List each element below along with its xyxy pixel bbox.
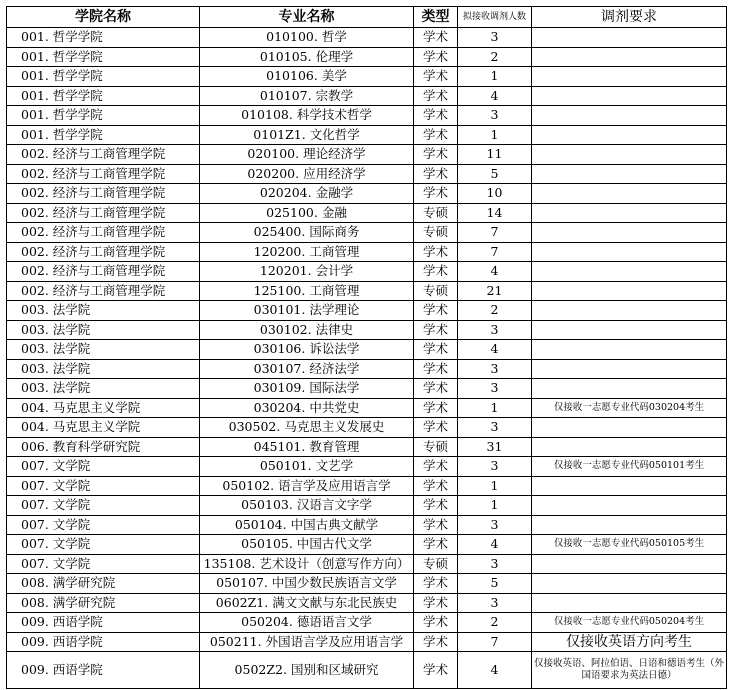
cell-school: 007. 文学院 <box>7 496 200 516</box>
cell-count: 3 <box>458 418 532 438</box>
cell-major: 050211. 外国语言学及应用语言学 <box>200 632 414 652</box>
cell-major: 020204. 金融学 <box>200 184 414 204</box>
cell-count: 5 <box>458 574 532 594</box>
table-row <box>7 359 727 379</box>
cell-school: 008. 满学研究院 <box>7 574 200 594</box>
cell-type: 学术 <box>414 379 458 399</box>
cell-count: 4 <box>458 262 532 282</box>
cell-major: 050104. 中国古典文献学 <box>200 515 414 535</box>
cell-requirement <box>532 301 727 321</box>
cell-major: 050204. 德语语言文学 <box>200 613 414 633</box>
table-row <box>7 281 727 301</box>
cell-type: 学术 <box>414 398 458 418</box>
cell-requirement <box>532 262 727 282</box>
cell-school: 001. 哲学学院 <box>7 47 200 67</box>
cell-school: 001. 哲学学院 <box>7 86 200 106</box>
cell-major: 0602Z1. 满文文献与东北民族史 <box>200 593 414 613</box>
cell-major: 135108. 艺术设计（创意写作方向） <box>200 554 414 574</box>
cell-type: 学术 <box>414 574 458 594</box>
cell-count: 3 <box>458 457 532 477</box>
table-row <box>7 86 727 106</box>
cell-major: 010108. 科学技术哲学 <box>200 106 414 126</box>
cell-requirement <box>532 281 727 301</box>
cell-major: 0502Z2. 国别和区域研究 <box>200 652 414 689</box>
cell-school: 004. 马克思主义学院 <box>7 418 200 438</box>
cell-requirement <box>532 437 727 457</box>
table-row <box>7 574 727 594</box>
cell-school: 008. 满学研究院 <box>7 593 200 613</box>
cell-type: 学术 <box>414 164 458 184</box>
cell-requirement: 仅接收一志愿专业代码050105考生 <box>532 535 727 555</box>
table-row <box>7 340 727 360</box>
cell-count: 3 <box>458 515 532 535</box>
cell-major: 030109. 国际法学 <box>200 379 414 399</box>
cell-type: 学术 <box>414 106 458 126</box>
cell-major: 030107. 经济法学 <box>200 359 414 379</box>
table-row <box>7 476 727 496</box>
cell-type: 学术 <box>414 242 458 262</box>
adjustment-table <box>6 6 727 689</box>
table-row <box>7 125 727 145</box>
table-row <box>7 320 727 340</box>
table-row <box>7 379 727 399</box>
table-row <box>7 457 727 477</box>
cell-type: 学术 <box>414 515 458 535</box>
cell-type: 学术 <box>414 67 458 87</box>
cell-requirement: 仅接收一志愿专业代码050101考生 <box>532 457 727 477</box>
cell-major: 0101Z1. 文化哲学 <box>200 125 414 145</box>
cell-requirement: 仅接收一志愿专业代码050204考生 <box>532 613 727 633</box>
header-count: 拟接收调剂人数 <box>458 7 532 28</box>
cell-school: 002. 经济与工商管理学院 <box>7 203 200 223</box>
cell-school: 003. 法学院 <box>7 320 200 340</box>
cell-requirement <box>532 574 727 594</box>
cell-type: 学术 <box>414 125 458 145</box>
cell-count: 7 <box>458 632 532 652</box>
cell-requirement <box>532 359 727 379</box>
cell-count: 5 <box>458 164 532 184</box>
cell-major: 030101. 法学理论 <box>200 301 414 321</box>
table-row <box>7 184 727 204</box>
cell-count: 3 <box>458 554 532 574</box>
table-row <box>7 242 727 262</box>
cell-type: 学术 <box>414 262 458 282</box>
cell-major: 120200. 工商管理 <box>200 242 414 262</box>
cell-school: 003. 法学院 <box>7 301 200 321</box>
cell-school: 009. 西语学院 <box>7 632 200 652</box>
cell-count: 1 <box>458 67 532 87</box>
cell-requirement <box>532 593 727 613</box>
table-row <box>7 164 727 184</box>
cell-school: 007. 文学院 <box>7 457 200 477</box>
cell-requirement <box>532 106 727 126</box>
table-row <box>7 496 727 516</box>
cell-type: 专硕 <box>414 203 458 223</box>
cell-school: 003. 法学院 <box>7 340 200 360</box>
cell-count: 2 <box>458 613 532 633</box>
table-row <box>7 106 727 126</box>
cell-major: 030502. 马克思主义发展史 <box>200 418 414 438</box>
cell-requirement <box>532 67 727 87</box>
cell-type: 学术 <box>414 301 458 321</box>
cell-count: 1 <box>458 476 532 496</box>
cell-type: 专硕 <box>414 223 458 243</box>
cell-count: 3 <box>458 593 532 613</box>
cell-requirement <box>532 496 727 516</box>
table-row <box>7 301 727 321</box>
cell-school: 001. 哲学学院 <box>7 67 200 87</box>
cell-school: 006. 教育科学研究院 <box>7 437 200 457</box>
cell-school: 001. 哲学学院 <box>7 28 200 48</box>
cell-type: 学术 <box>414 593 458 613</box>
header-type: 类型 <box>414 7 458 28</box>
cell-school: 001. 哲学学院 <box>7 125 200 145</box>
cell-school: 009. 西语学院 <box>7 652 200 689</box>
cell-count: 7 <box>458 223 532 243</box>
cell-major: 120201. 会计学 <box>200 262 414 282</box>
cell-type: 学术 <box>414 340 458 360</box>
cell-major: 050107. 中国少数民族语言文学 <box>200 574 414 594</box>
cell-requirement <box>532 28 727 48</box>
table-row <box>7 398 727 418</box>
cell-requirement <box>532 554 727 574</box>
cell-requirement <box>532 203 727 223</box>
cell-type: 学术 <box>414 320 458 340</box>
cell-type: 学术 <box>414 476 458 496</box>
cell-requirement <box>532 184 727 204</box>
cell-count: 3 <box>458 28 532 48</box>
table-body <box>7 28 727 689</box>
cell-major: 025100. 金融 <box>200 203 414 223</box>
cell-school: 003. 法学院 <box>7 379 200 399</box>
cell-major: 050101. 文艺学 <box>200 457 414 477</box>
cell-count: 4 <box>458 535 532 555</box>
cell-count: 3 <box>458 320 532 340</box>
cell-requirement <box>532 515 727 535</box>
cell-school: 002. 经济与工商管理学院 <box>7 281 200 301</box>
table-row <box>7 28 727 48</box>
cell-school: 002. 经济与工商管理学院 <box>7 184 200 204</box>
cell-type: 学术 <box>414 145 458 165</box>
table-row <box>7 262 727 282</box>
cell-requirement <box>532 340 727 360</box>
table-row <box>7 418 727 438</box>
cell-count: 4 <box>458 86 532 106</box>
table-row <box>7 652 727 689</box>
cell-type: 专硕 <box>414 437 458 457</box>
cell-school: 007. 文学院 <box>7 535 200 555</box>
cell-major: 050103. 汉语言文字学 <box>200 496 414 516</box>
table-row <box>7 437 727 457</box>
cell-type: 学术 <box>414 535 458 555</box>
cell-count: 11 <box>458 145 532 165</box>
cell-count: 3 <box>458 379 532 399</box>
cell-count: 1 <box>458 125 532 145</box>
cell-requirement <box>532 379 727 399</box>
cell-major: 030106. 诉讼法学 <box>200 340 414 360</box>
cell-type: 学术 <box>414 28 458 48</box>
cell-school: 002. 经济与工商管理学院 <box>7 145 200 165</box>
cell-school: 003. 法学院 <box>7 359 200 379</box>
header-row <box>7 7 727 28</box>
table-row <box>7 535 727 555</box>
cell-type: 学术 <box>414 418 458 438</box>
table-row <box>7 554 727 574</box>
cell-count: 31 <box>458 437 532 457</box>
cell-count: 21 <box>458 281 532 301</box>
cell-requirement <box>532 164 727 184</box>
cell-school: 009. 西语学院 <box>7 613 200 633</box>
cell-count: 4 <box>458 652 532 689</box>
cell-major: 050102. 语言学及应用语言学 <box>200 476 414 496</box>
cell-major: 030102. 法律史 <box>200 320 414 340</box>
table-row <box>7 613 727 633</box>
cell-school: 002. 经济与工商管理学院 <box>7 164 200 184</box>
header-school: 学院名称 <box>7 7 200 28</box>
cell-type: 学术 <box>414 496 458 516</box>
cell-count: 4 <box>458 340 532 360</box>
cell-major: 030204. 中共党史 <box>200 398 414 418</box>
cell-count: 3 <box>458 106 532 126</box>
cell-type: 学术 <box>414 613 458 633</box>
cell-requirement <box>532 145 727 165</box>
cell-school: 002. 经济与工商管理学院 <box>7 242 200 262</box>
cell-count: 7 <box>458 242 532 262</box>
cell-type: 学术 <box>414 359 458 379</box>
table-row <box>7 515 727 535</box>
cell-type: 学术 <box>414 86 458 106</box>
cell-school: 007. 文学院 <box>7 476 200 496</box>
cell-type: 学术 <box>414 457 458 477</box>
cell-requirement: 仅接收一志愿专业代码030204考生 <box>532 398 727 418</box>
header-major: 专业名称 <box>200 7 414 28</box>
cell-type: 学术 <box>414 47 458 67</box>
cell-requirement <box>532 242 727 262</box>
header-requirement: 调剂要求 <box>532 7 727 28</box>
cell-count: 1 <box>458 398 532 418</box>
table-row <box>7 145 727 165</box>
cell-school: 002. 经济与工商管理学院 <box>7 262 200 282</box>
cell-major: 025400. 国际商务 <box>200 223 414 243</box>
cell-requirement <box>532 86 727 106</box>
cell-major: 010107. 宗教学 <box>200 86 414 106</box>
cell-major: 045101. 教育管理 <box>200 437 414 457</box>
cell-requirement <box>532 476 727 496</box>
cell-count: 2 <box>458 47 532 67</box>
cell-count: 3 <box>458 359 532 379</box>
cell-major: 125100. 工商管理 <box>200 281 414 301</box>
cell-major: 020200. 应用经济学 <box>200 164 414 184</box>
table-row <box>7 203 727 223</box>
cell-count: 2 <box>458 301 532 321</box>
cell-type: 专硕 <box>414 554 458 574</box>
cell-requirement: 仅接收英语、阿拉伯语、日语和德语考生（外国语要求为英法日德） <box>532 652 727 689</box>
cell-requirement <box>532 223 727 243</box>
cell-requirement <box>532 47 727 67</box>
cell-school: 001. 哲学学院 <box>7 106 200 126</box>
cell-major: 020100. 理论经济学 <box>200 145 414 165</box>
cell-major: 010100. 哲学 <box>200 28 414 48</box>
cell-school: 007. 文学院 <box>7 515 200 535</box>
cell-requirement <box>532 418 727 438</box>
table-row <box>7 593 727 613</box>
cell-count: 1 <box>458 496 532 516</box>
cell-school: 002. 经济与工商管理学院 <box>7 223 200 243</box>
cell-major: 050105. 中国古代文学 <box>200 535 414 555</box>
cell-school: 004. 马克思主义学院 <box>7 398 200 418</box>
table-row <box>7 47 727 67</box>
cell-requirement: 仅接收英语方向考生 <box>532 632 727 652</box>
cell-type: 学术 <box>414 652 458 689</box>
cell-type: 学术 <box>414 632 458 652</box>
cell-major: 010105. 伦理学 <box>200 47 414 67</box>
table-row <box>7 67 727 87</box>
cell-major: 010106. 美学 <box>200 67 414 87</box>
cell-type: 专硕 <box>414 281 458 301</box>
table-row <box>7 223 727 243</box>
cell-school: 007. 文学院 <box>7 554 200 574</box>
cell-count: 10 <box>458 184 532 204</box>
cell-requirement <box>532 320 727 340</box>
cell-requirement <box>532 125 727 145</box>
cell-type: 学术 <box>414 184 458 204</box>
cell-count: 14 <box>458 203 532 223</box>
table-row <box>7 632 727 652</box>
